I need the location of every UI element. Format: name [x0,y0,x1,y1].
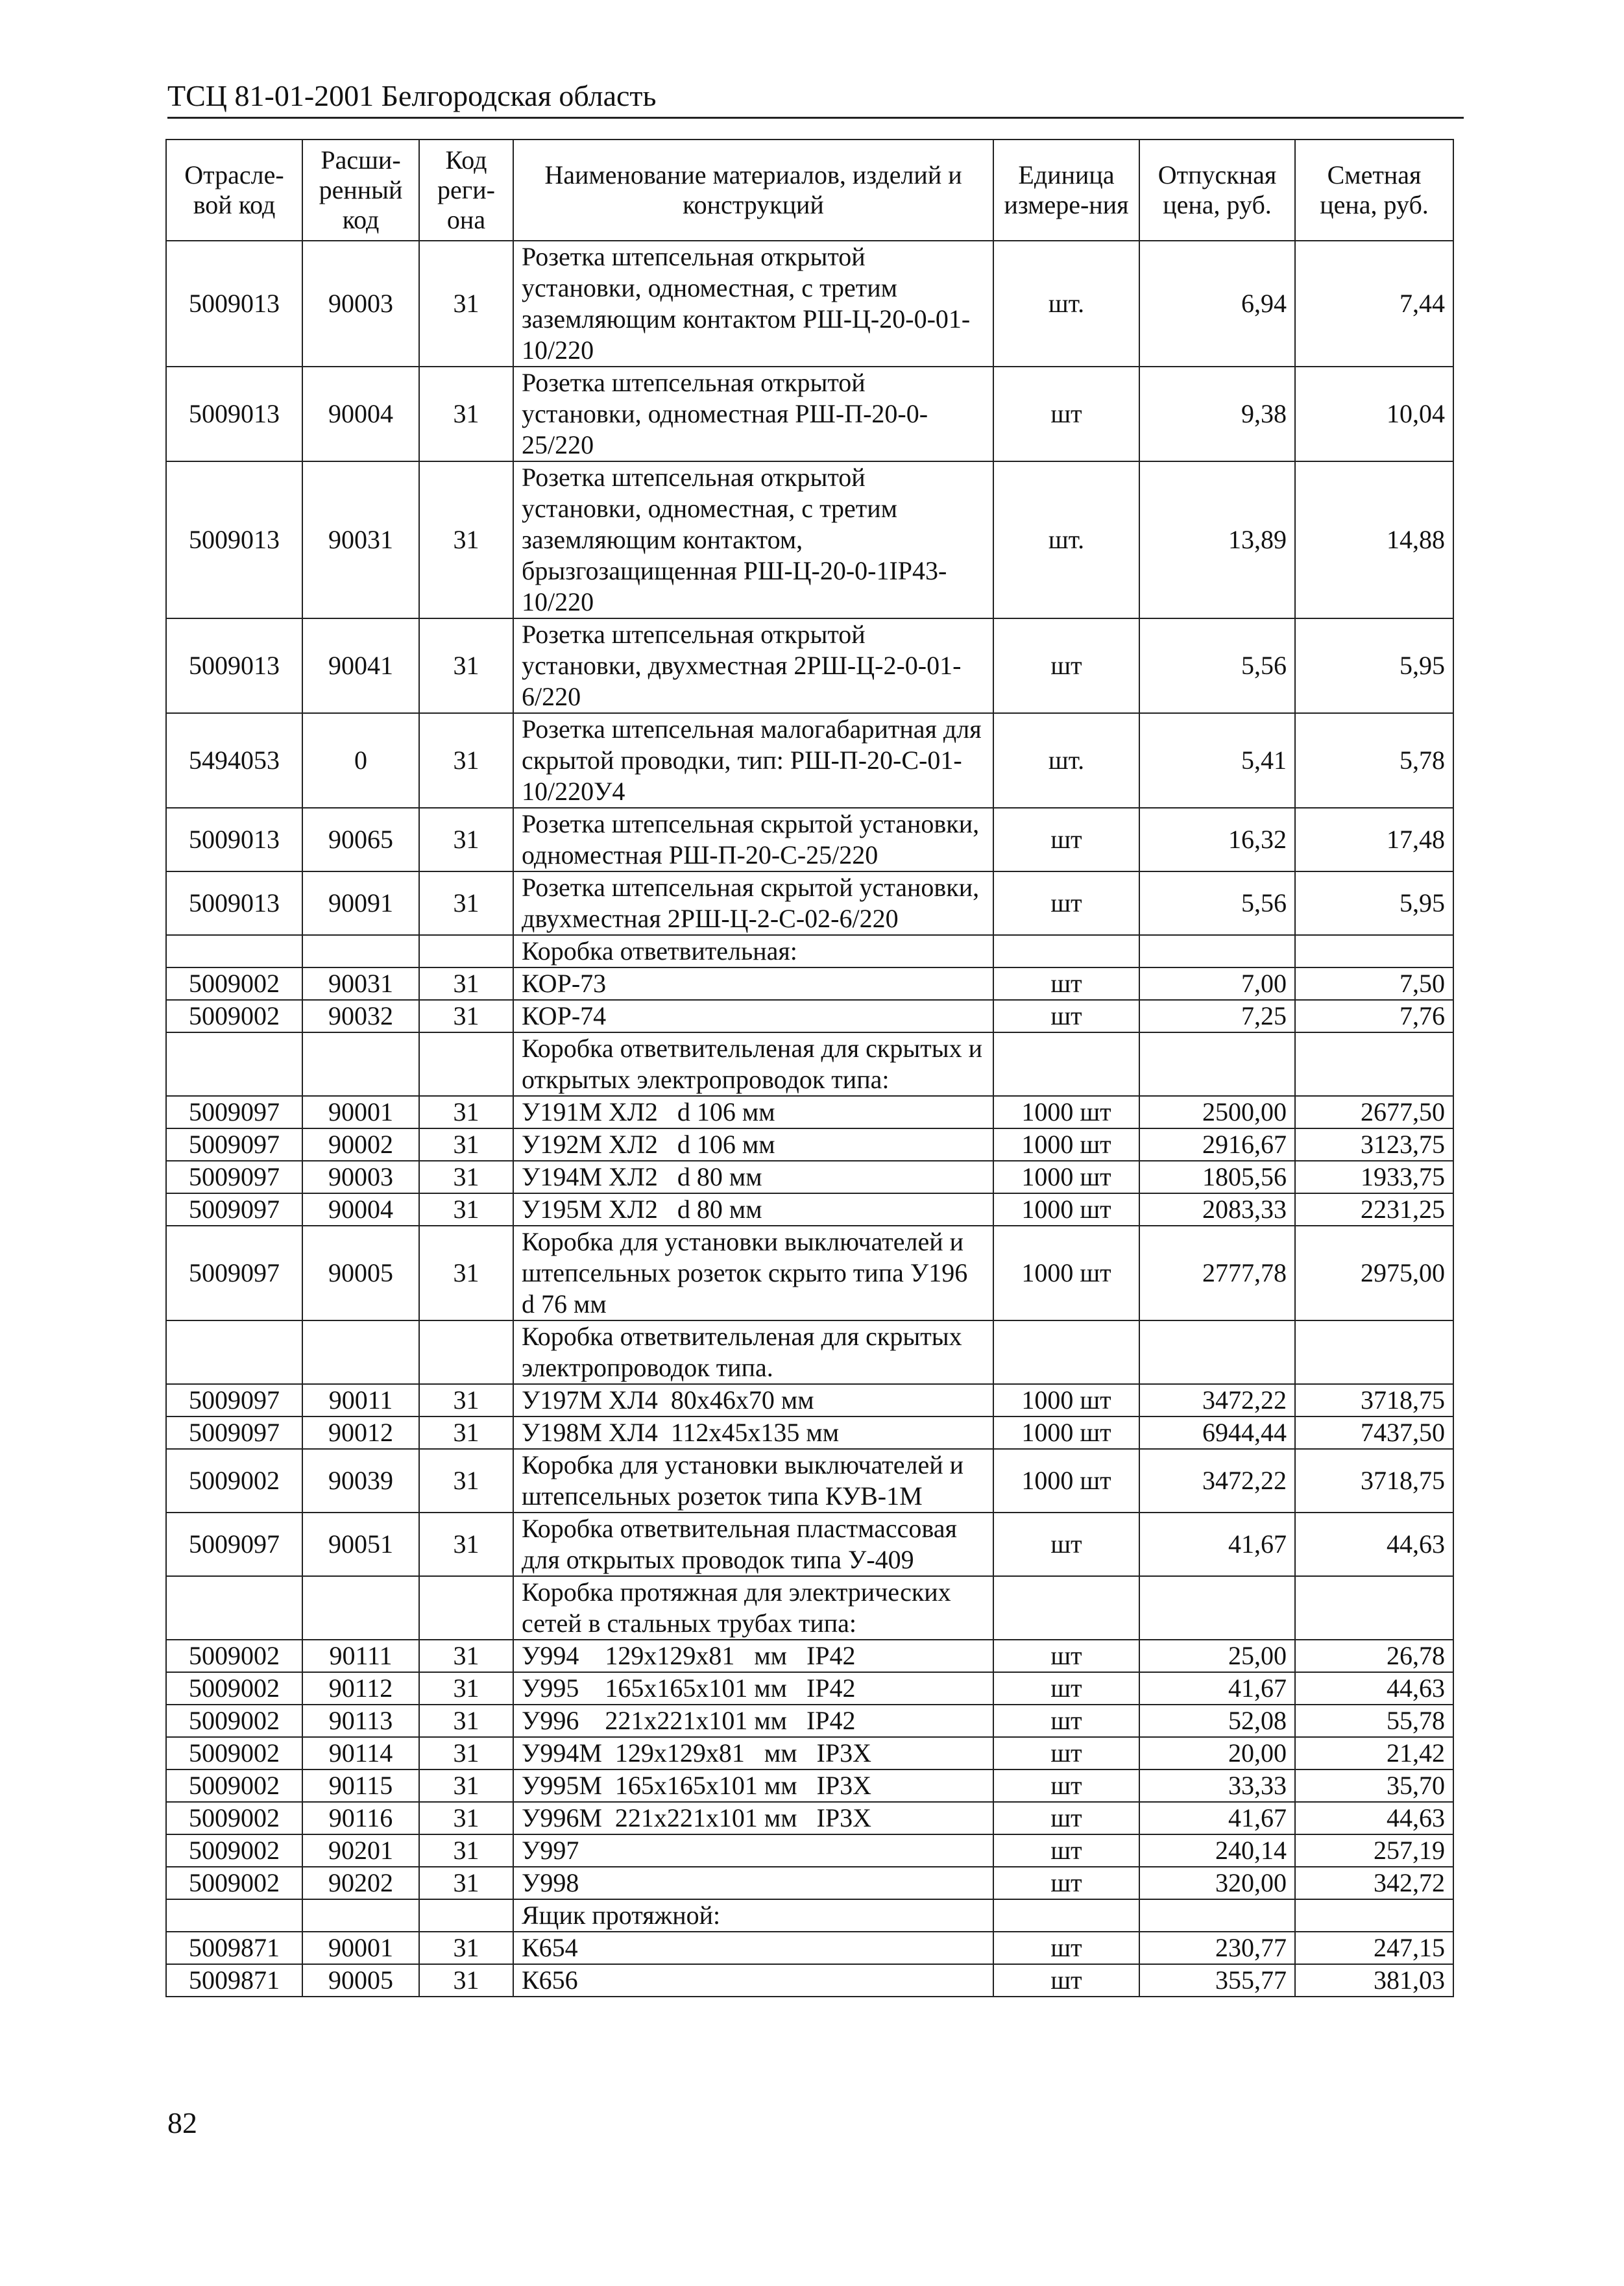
page-number: 82 [167,2106,197,2139]
header-name: Наименование материалов, изделий и конструкций [513,140,993,241]
cell-branch-code [166,1032,302,1096]
cell-release-price: 5,56 [1139,871,1295,935]
cell-estimate-price: 2677,50 [1295,1096,1453,1128]
cell-region-code [419,1320,513,1384]
cell-region-code: 31 [419,1161,513,1193]
cell-unit: шт [993,1705,1139,1737]
cell-branch-code: 5009002 [166,1640,302,1672]
cell-extended-code: 90004 [302,367,419,461]
cell-region-code: 31 [419,1513,513,1576]
cell-name: Коробка ответвительленая для скрытых и открытых электропроводок типа: [513,1032,993,1096]
cell-name: Коробка ответвительная пластмассовая для открытых проводок типа У-409 [513,1513,993,1576]
table-row [166,967,1453,1000]
cell-name: Коробка протяжная для электрических сетей в стальных трубах типа: [513,1576,993,1640]
table-row [166,1032,1453,1096]
cell-extended-code [302,1320,419,1384]
cell-extended-code [302,1899,419,1932]
cell-extended-code: 90005 [302,1226,419,1320]
cell-name: Розетка штепсельная скрытой установки, одноместная РШ-П-20-С-25/220 [513,808,993,871]
header-rule [167,117,1464,119]
cell-name: Коробка ответвительленая для скрытых электропроводок типа. [513,1320,993,1384]
cell-name: Ящик протяжной: [513,1899,993,1932]
table-row [166,618,1453,713]
cell-unit: 1000 шт [993,1128,1139,1161]
cell-name: У191М ХЛ2 d 106 мм [513,1096,993,1128]
header-estimate-price: Сметная цена, руб. [1295,140,1453,241]
cell-name: У998 [513,1867,993,1899]
cell-name: Коробка ответвительная: [513,935,993,967]
cell-region-code: 31 [419,1384,513,1417]
cell-extended-code: 90113 [302,1705,419,1737]
cell-extended-code: 90115 [302,1769,419,1802]
cell-name: КОР-73 [513,967,993,1000]
cell-estimate-price: 44,63 [1295,1672,1453,1705]
cell-extended-code: 90051 [302,1513,419,1576]
cell-name: Розетка штепсельная малогабаритная для скрытой проводки, тип: РШ-П-20-С-01-10/220У4 [513,713,993,808]
cell-estimate-price: 3123,75 [1295,1128,1453,1161]
cell-branch-code: 5009013 [166,871,302,935]
cell-name: Розетка штепсельная открытой установки, одноместная, с третим заземляющим контактом РШ-Ц-20-0-01-10/220 [513,241,993,367]
cell-release-price: 7,00 [1139,967,1295,1000]
cell-name: У994 129х129х81 мм IP42 [513,1640,993,1672]
cell-release-price: 20,00 [1139,1737,1295,1769]
cell-unit [993,1899,1139,1932]
table-row [166,1161,1453,1193]
cell-estimate-price: 381,03 [1295,1964,1453,1997]
cell-extended-code: 90012 [302,1417,419,1449]
cell-extended-code: 90031 [302,967,419,1000]
table-row [166,1000,1453,1032]
cell-name: Розетка штепсельная открытой установки, одноместная, с третим заземляющим контактом, брызгозащищенная РШ-Ц-20-0-1IP43-10/220 [513,461,993,618]
cell-branch-code: 5494053 [166,713,302,808]
cell-region-code: 31 [419,1802,513,1834]
cell-extended-code: 90003 [302,241,419,367]
table-row [166,1513,1453,1576]
cell-release-price: 16,32 [1139,808,1295,871]
header-unit: Единица измере-ния [993,140,1139,241]
table-row [166,808,1453,871]
cell-extended-code: 90112 [302,1672,419,1705]
table-row [166,1320,1453,1384]
cell-extended-code: 90001 [302,1932,419,1964]
cell-release-price: 3472,22 [1139,1384,1295,1417]
table-row [166,1096,1453,1128]
cell-extended-code: 90011 [302,1384,419,1417]
cell-extended-code: 90031 [302,461,419,618]
cell-extended-code: 90001 [302,1096,419,1128]
cell-name: Розетка штепсельная открытой установки, одноместная РШ-П-20-0-25/220 [513,367,993,461]
header-extended-code: Расши-ренный код [302,140,419,241]
cell-unit: 1000 шт [993,1384,1139,1417]
table-row [166,1449,1453,1513]
cell-estimate-price: 35,70 [1295,1769,1453,1802]
cell-release-price: 355,77 [1139,1964,1295,1997]
cell-estimate-price: 55,78 [1295,1705,1453,1737]
cell-region-code: 31 [419,1417,513,1449]
page-header [167,77,1464,116]
cell-region-code: 31 [419,808,513,871]
cell-estimate-price: 1933,75 [1295,1161,1453,1193]
cell-branch-code [166,935,302,967]
cell-extended-code: 90201 [302,1834,419,1867]
cell-branch-code: 5009097 [166,1417,302,1449]
cell-estimate-price [1295,1899,1453,1932]
cell-extended-code: 90116 [302,1802,419,1834]
cell-branch-code: 5009002 [166,1834,302,1867]
cell-extended-code: 90039 [302,1449,419,1513]
cell-branch-code: 5009002 [166,1867,302,1899]
cell-extended-code: 90202 [302,1867,419,1899]
cell-region-code: 31 [419,367,513,461]
cell-unit: шт [993,871,1139,935]
cell-region-code [419,1032,513,1096]
cell-unit [993,1576,1139,1640]
cell-estimate-price: 7,50 [1295,967,1453,1000]
table-row [166,1867,1453,1899]
table-row [166,713,1453,808]
cell-estimate-price: 26,78 [1295,1640,1453,1672]
cell-name: У994М 129х129х81 мм IP3X [513,1737,993,1769]
cell-release-price: 3472,22 [1139,1449,1295,1513]
cell-release-price: 1805,56 [1139,1161,1295,1193]
table-row [166,1640,1453,1672]
table-row [166,461,1453,618]
cell-unit: шт [993,967,1139,1000]
cell-release-price: 240,14 [1139,1834,1295,1867]
table-row [166,871,1453,935]
cell-unit: шт [993,1000,1139,1032]
cell-name: У195М ХЛ2 d 80 мм [513,1193,993,1226]
cell-region-code: 31 [419,967,513,1000]
cell-estimate-price: 7,44 [1295,241,1453,367]
cell-estimate-price: 10,04 [1295,367,1453,461]
header-release-price: Отпускная цена, руб. [1139,140,1295,241]
cell-name: У198М ХЛ4 112х45х135 мм [513,1417,993,1449]
cell-name: Розетка штепсельная скрытой установки, двухместная 2РШ-Ц-2-С-02-6/220 [513,871,993,935]
cell-estimate-price: 14,88 [1295,461,1453,618]
cell-estimate-price: 257,19 [1295,1834,1453,1867]
document-title: ТСЦ 81-01-2001 Белгородская область [167,79,657,112]
cell-release-price: 6944,44 [1139,1417,1295,1449]
cell-branch-code: 5009097 [166,1384,302,1417]
cell-branch-code: 5009097 [166,1096,302,1128]
cell-estimate-price: 5,78 [1295,713,1453,808]
cell-estimate-price [1295,1032,1453,1096]
cell-estimate-price: 5,95 [1295,871,1453,935]
cell-branch-code: 5009097 [166,1226,302,1320]
cell-branch-code: 5009013 [166,808,302,871]
cell-region-code [419,935,513,967]
cell-release-price: 2083,33 [1139,1193,1295,1226]
table-header-row [166,140,1453,241]
cell-release-price [1139,1320,1295,1384]
cell-estimate-price: 5,95 [1295,618,1453,713]
table-row [166,935,1453,967]
cell-extended-code [302,1032,419,1096]
cell-release-price: 6,94 [1139,241,1295,367]
cell-region-code: 31 [419,1737,513,1769]
cell-region-code [419,1899,513,1932]
cell-release-price: 2777,78 [1139,1226,1295,1320]
cell-name: Коробка для установки выключателей и штепсельных розеток скрыто типа У196 d 76 мм [513,1226,993,1320]
cell-release-price: 320,00 [1139,1867,1295,1899]
cell-estimate-price: 17,48 [1295,808,1453,871]
cell-extended-code: 0 [302,713,419,808]
cell-branch-code: 5009097 [166,1513,302,1576]
cell-unit: 1000 шт [993,1161,1139,1193]
cell-unit: шт [993,808,1139,871]
cell-region-code: 31 [419,713,513,808]
cell-extended-code: 90005 [302,1964,419,1997]
cell-region-code: 31 [419,1449,513,1513]
cell-estimate-price: 342,72 [1295,1867,1453,1899]
table-row [166,1705,1453,1737]
table-row [166,1964,1453,1997]
cell-release-price: 5,41 [1139,713,1295,808]
cell-name: Розетка штепсельная открытой установки, двухместная 2РШ-Ц-2-0-01-6/220 [513,618,993,713]
cell-release-price: 7,25 [1139,1000,1295,1032]
cell-extended-code: 90003 [302,1161,419,1193]
cell-unit: шт [993,1672,1139,1705]
table-row [166,1899,1453,1932]
cell-name: У996 221х221х101 мм IP42 [513,1705,993,1737]
cell-name: У194М ХЛ2 d 80 мм [513,1161,993,1193]
header-branch-code: Отрасле-вой код [166,140,302,241]
cell-branch-code: 5009002 [166,1737,302,1769]
cell-unit: шт [993,1802,1139,1834]
cell-branch-code: 5009002 [166,1000,302,1032]
cell-branch-code: 5009002 [166,1802,302,1834]
cell-release-price [1139,1576,1295,1640]
table-row [166,1384,1453,1417]
cell-region-code: 31 [419,241,513,367]
cell-estimate-price: 3718,75 [1295,1384,1453,1417]
cell-estimate-price: 44,63 [1295,1513,1453,1576]
cell-branch-code: 5009097 [166,1128,302,1161]
cell-estimate-price: 2975,00 [1295,1226,1453,1320]
cell-unit: шт [993,1932,1139,1964]
cell-region-code: 31 [419,1193,513,1226]
cell-branch-code [166,1899,302,1932]
table-row [166,1932,1453,1964]
cell-release-price [1139,935,1295,967]
cell-unit: шт [993,1769,1139,1802]
cell-branch-code: 5009097 [166,1161,302,1193]
cell-estimate-price: 7437,50 [1295,1417,1453,1449]
cell-release-price: 33,33 [1139,1769,1295,1802]
cell-unit: шт [993,1640,1139,1672]
cell-release-price: 5,56 [1139,618,1295,713]
cell-name: У197М ХЛ4 80х46х70 мм [513,1384,993,1417]
cell-name: КОР-74 [513,1000,993,1032]
cell-region-code: 31 [419,461,513,618]
cell-name: У997 [513,1834,993,1867]
cell-extended-code [302,935,419,967]
cell-release-price: 2500,00 [1139,1096,1295,1128]
cell-unit: шт [993,1964,1139,1997]
header-region-code: Код реги-она [419,140,513,241]
cell-release-price: 230,77 [1139,1932,1295,1964]
cell-release-price [1139,1899,1295,1932]
cell-name: У995 165х165х101 мм IP42 [513,1672,993,1705]
cell-branch-code: 5009002 [166,1449,302,1513]
table-row [166,1576,1453,1640]
table-row [166,1672,1453,1705]
cell-release-price: 41,67 [1139,1672,1295,1705]
cell-unit [993,935,1139,967]
cell-branch-code [166,1320,302,1384]
cell-estimate-price [1295,935,1453,967]
cell-unit: 1000 шт [993,1226,1139,1320]
cell-name: У995М 165х165х101 мм IP3X [513,1769,993,1802]
table-row [166,367,1453,461]
cell-release-price: 41,67 [1139,1802,1295,1834]
cell-region-code: 31 [419,618,513,713]
cell-extended-code: 90041 [302,618,419,713]
cell-region-code: 31 [419,1000,513,1032]
cell-region-code [419,1576,513,1640]
cell-branch-code: 5009002 [166,1705,302,1737]
cell-estimate-price: 3718,75 [1295,1449,1453,1513]
cell-extended-code: 90065 [302,808,419,871]
cell-branch-code: 5009013 [166,618,302,713]
table-row [166,241,1453,367]
cell-branch-code: 5009013 [166,241,302,367]
cell-unit: 1000 шт [993,1449,1139,1513]
cell-unit: 1000 шт [993,1417,1139,1449]
cell-branch-code: 5009013 [166,461,302,618]
cell-region-code: 31 [419,1705,513,1737]
cell-unit: шт. [993,241,1139,367]
cell-region-code: 31 [419,1096,513,1128]
cell-estimate-price: 2231,25 [1295,1193,1453,1226]
cell-region-code: 31 [419,1769,513,1802]
cell-branch-code: 5009097 [166,1193,302,1226]
cell-branch-code: 5009871 [166,1932,302,1964]
cell-estimate-price: 44,63 [1295,1802,1453,1834]
cell-branch-code: 5009002 [166,1672,302,1705]
cell-branch-code: 5009871 [166,1964,302,1997]
cell-region-code: 31 [419,1640,513,1672]
cell-estimate-price [1295,1320,1453,1384]
cell-extended-code: 90002 [302,1128,419,1161]
cell-branch-code: 5009013 [166,367,302,461]
cell-unit: шт [993,367,1139,461]
table-row [166,1737,1453,1769]
cell-region-code: 31 [419,1867,513,1899]
cell-extended-code: 90004 [302,1193,419,1226]
cell-region-code: 31 [419,1672,513,1705]
cell-unit [993,1320,1139,1384]
table-row [166,1417,1453,1449]
cell-estimate-price: 247,15 [1295,1932,1453,1964]
cell-estimate-price: 7,76 [1295,1000,1453,1032]
cell-extended-code: 90114 [302,1737,419,1769]
cell-release-price: 9,38 [1139,367,1295,461]
cell-name: У996М 221х221х101 мм IP3X [513,1802,993,1834]
cell-name: К654 [513,1932,993,1964]
cell-branch-code: 5009002 [166,967,302,1000]
table-row [166,1128,1453,1161]
cell-release-price: 13,89 [1139,461,1295,618]
cell-release-price: 2916,67 [1139,1128,1295,1161]
cell-region-code: 31 [419,871,513,935]
table-row [166,1193,1453,1226]
table-row [166,1802,1453,1834]
price-table [165,139,1454,1997]
cell-unit: шт [993,1737,1139,1769]
cell-unit: шт. [993,461,1139,618]
table-row [166,1769,1453,1802]
cell-estimate-price: 21,42 [1295,1737,1453,1769]
cell-branch-code: 5009002 [166,1769,302,1802]
cell-unit: шт. [993,713,1139,808]
cell-branch-code [166,1576,302,1640]
cell-unit: шт [993,1513,1139,1576]
cell-release-price [1139,1032,1295,1096]
cell-unit: 1000 шт [993,1096,1139,1128]
cell-estimate-price [1295,1576,1453,1640]
cell-name: У192М ХЛ2 d 106 мм [513,1128,993,1161]
table-row [166,1226,1453,1320]
cell-name: К656 [513,1964,993,1997]
cell-release-price: 41,67 [1139,1513,1295,1576]
cell-region-code: 31 [419,1834,513,1867]
cell-unit [993,1032,1139,1096]
cell-region-code: 31 [419,1128,513,1161]
cell-region-code: 31 [419,1932,513,1964]
cell-release-price: 52,08 [1139,1705,1295,1737]
cell-region-code: 31 [419,1964,513,1997]
cell-release-price: 25,00 [1139,1640,1295,1672]
cell-extended-code: 90091 [302,871,419,935]
cell-extended-code: 90111 [302,1640,419,1672]
cell-extended-code [302,1576,419,1640]
cell-unit: 1000 шт [993,1193,1139,1226]
cell-unit: шт [993,1834,1139,1867]
cell-unit: шт [993,1867,1139,1899]
cell-region-code: 31 [419,1226,513,1320]
cell-unit: шт [993,618,1139,713]
cell-extended-code: 90032 [302,1000,419,1032]
cell-name: Коробка для установки выключателей и штепсельных розеток типа КУВ-1М [513,1449,993,1513]
table-row [166,1834,1453,1867]
